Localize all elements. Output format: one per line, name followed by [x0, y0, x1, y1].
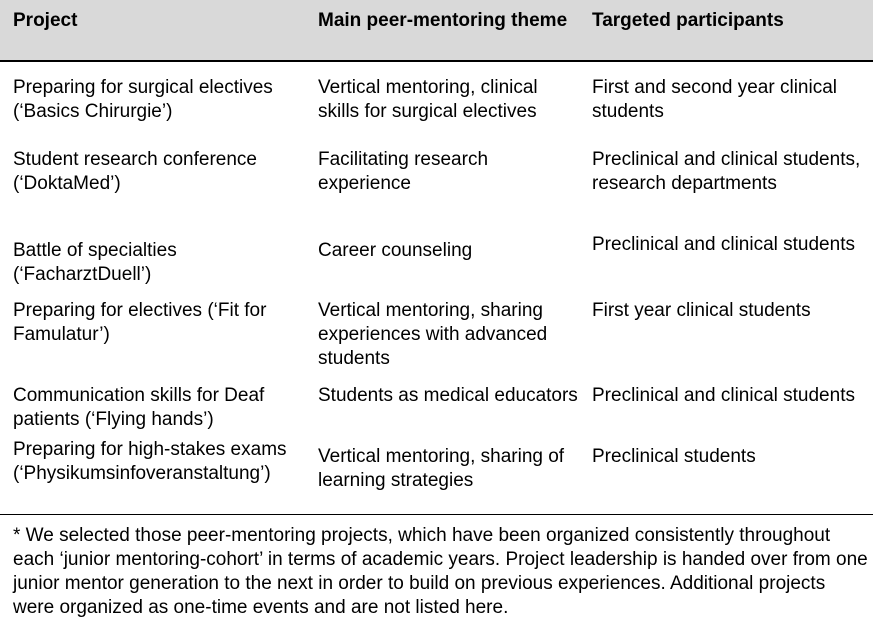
row-4-project: Preparing for electives (‘Fit for Famulatur’)	[13, 300, 267, 345]
row-6-participants: Preclinical students	[592, 446, 756, 467]
row-4-theme: Vertical mentoring, sharing experiences with advanced students	[318, 300, 548, 369]
row-2-theme: Facilitating research experience	[318, 149, 489, 194]
row-1-participants: First and second year clinical students	[592, 77, 837, 122]
header-project: Project	[13, 10, 78, 31]
header-theme: Main peer-mentoring theme	[318, 10, 568, 31]
row-3-participants: Preclinical and clinical students	[592, 234, 855, 255]
header-participants: Targeted participants	[592, 10, 784, 31]
row-6-theme: Vertical mentoring, sharing of learning strategies	[318, 446, 565, 491]
row-1-project: Preparing for surgical electives (‘Basics Chirurgie’)	[13, 77, 273, 122]
row-3-theme: Career counseling	[318, 240, 473, 261]
row-2-participants: Preclinical and clinical students, research departments	[592, 149, 861, 194]
row-2-project: Student research conference (‘DoktaMed’)	[13, 149, 257, 194]
row-6-project: Preparing for high-stakes exams (‘Physikumsinfoveranstaltung’)	[13, 439, 287, 484]
row-5-participants: Preclinical and clinical students	[592, 385, 855, 406]
table-bottom-rule	[0, 514, 873, 515]
row-3-project: Battle of specialties (‘FacharztDuell’)	[13, 240, 177, 285]
table-footnote: * We selected those peer-mentoring projects, which have been organized consistently throughout each ‘junior mentoring-cohort’ in terms of academic years. Project leadership is handed over from one junior mentor generation to the next in order to build on previous experiences. Additional projects were organized as one-time events and are not listed here.	[13, 525, 868, 618]
row-5-theme: Students as medical educators	[318, 385, 578, 406]
row-5-project: Communication skills for Deaf patients (‘Flying hands’)	[13, 385, 265, 430]
header-divider	[0, 60, 873, 62]
row-4-participants: First year clinical students	[592, 300, 811, 321]
row-1-theme: Vertical mentoring, clinical skills for surgical electives	[318, 77, 538, 122]
